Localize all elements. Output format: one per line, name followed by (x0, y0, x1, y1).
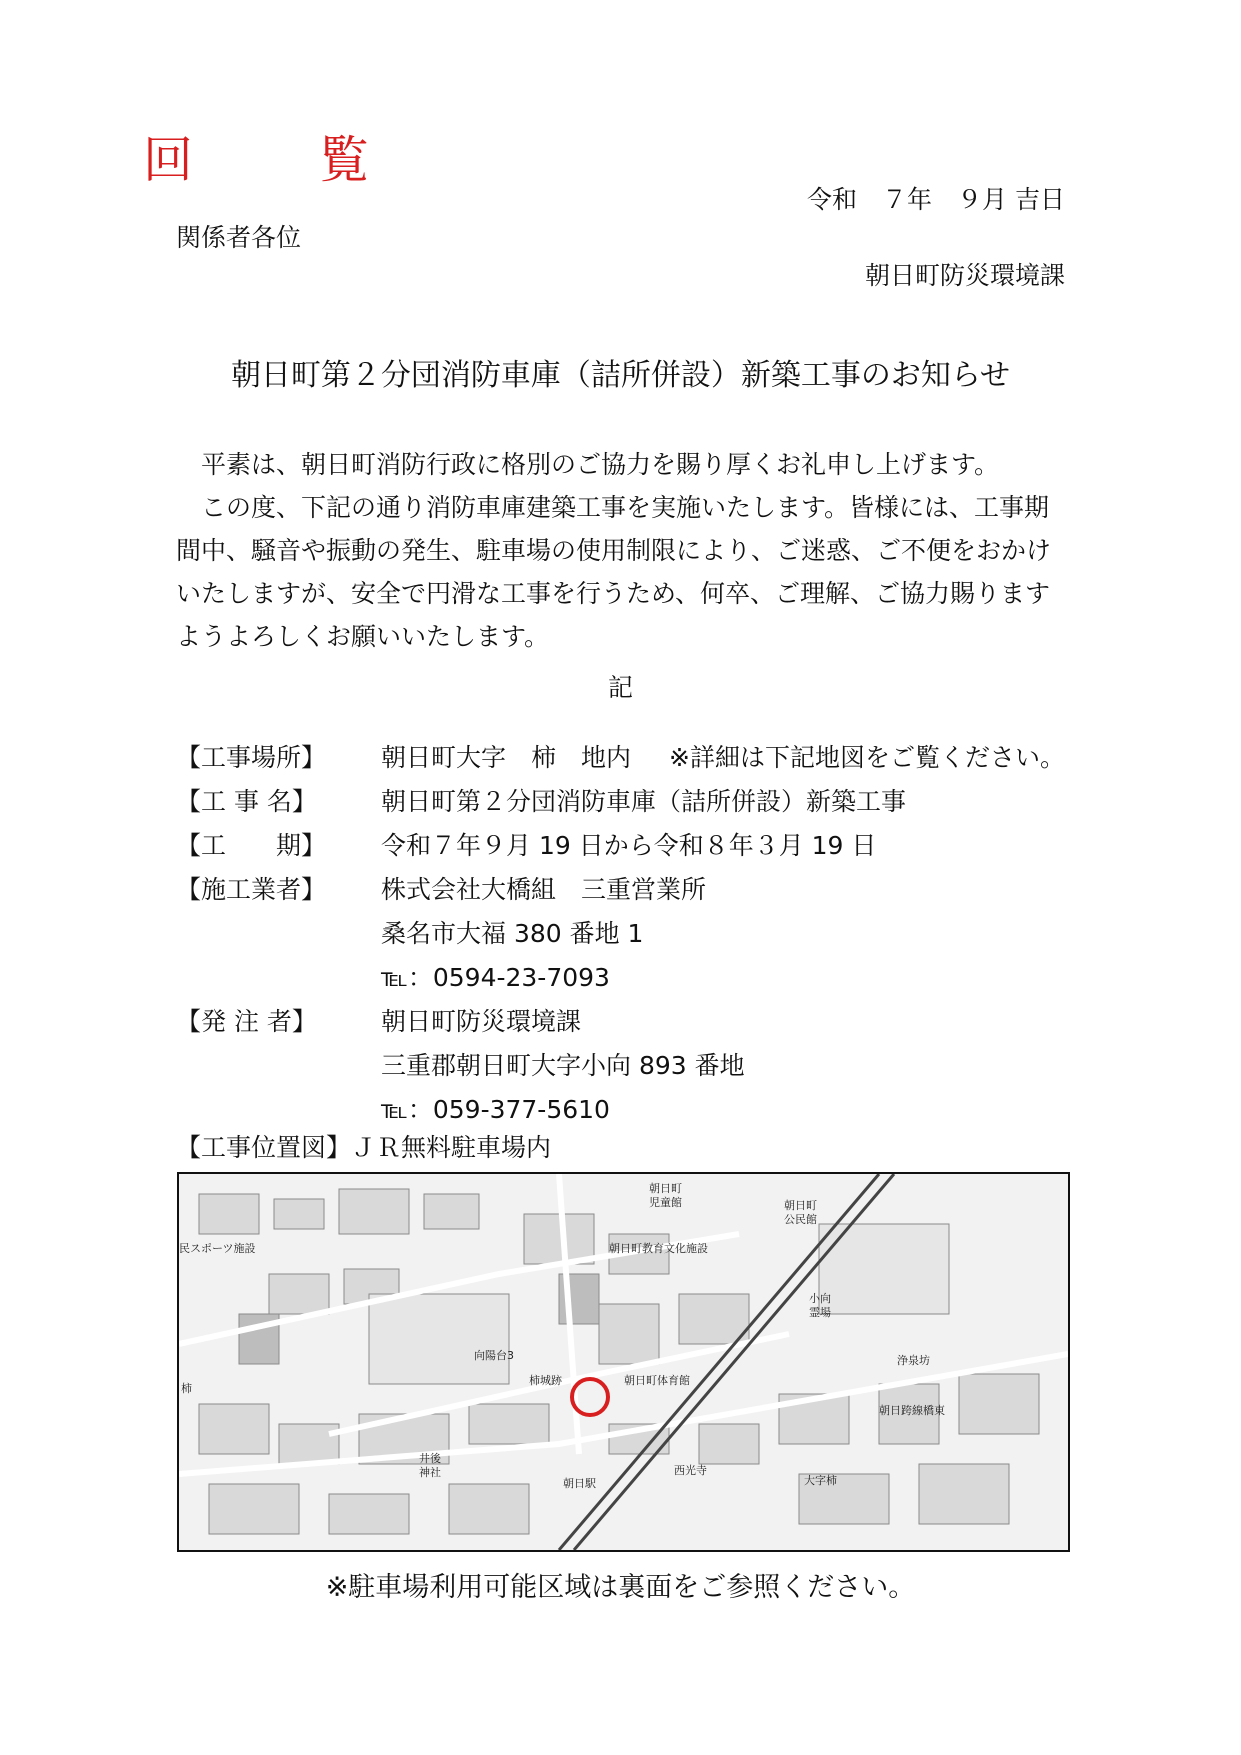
body-text (176, 443, 1069, 658)
map-place-jidokan: 朝日町 (649, 1182, 682, 1195)
client-label: 【発 注 者】 (176, 1007, 317, 1036)
map-place-igo: 井後 (419, 1452, 441, 1465)
map-place-oaza-kaki: 大字柿 (804, 1474, 837, 1487)
period-label: 【工 期】 (176, 831, 327, 860)
map-place-kominkan: 朝日町 (784, 1199, 817, 1212)
location-value: 朝日町大字 柿 地内 (381, 743, 632, 772)
client-name: 朝日町防災環境課 (381, 1007, 582, 1036)
contractor-label: 【施工業者】 (176, 875, 327, 904)
map-place-komukai: 小向 (809, 1292, 831, 1305)
location-label: 【工事場所】 (176, 743, 327, 772)
map-place-mukoyodai: 向陽台3 (474, 1349, 514, 1362)
circulation-stamp: 回 覧 (143, 131, 407, 189)
svg-text:霊場: 霊場 (809, 1306, 831, 1319)
body-paragraph-2: この度、下記の通り消防車庫建築工事を実施いたします。皆様には、工事期間中、騒音や振動の発生、駐車場の使用制限により、ご迷惑、ご不便をおかけいたしますが、安全で円滑な工事を行うため、何卒、ご理解、ご協力賜りますようよろしくお願いいたします。 (176, 493, 1052, 651)
document-title: 朝日町第２分団消防車庫（詰所併設）新築工事のお知らせ (230, 358, 1011, 393)
map-place-kyoiku: 朝日町教育文化施設 (609, 1242, 708, 1255)
svg-text:公民館: 公民館 (784, 1213, 817, 1226)
map-place-josenbo: 浄泉坊 (897, 1354, 930, 1367)
site-location-map (177, 1172, 1070, 1552)
svg-text:神社: 神社 (419, 1466, 441, 1479)
ki-heading: 記 (607, 673, 633, 702)
work-name-value: 朝日町第２分団消防車庫（詰所併設）新築工事 (381, 787, 907, 816)
contractor-name: 株式会社大橋組 三重営業所 (381, 875, 707, 904)
map-place-station-east: 朝日跨線橋東 (879, 1404, 945, 1417)
client-address: 三重郡朝日町大字小向 893 番地 (381, 1051, 745, 1080)
map-place-sports: 民スポーツ施設 (179, 1242, 256, 1255)
work-name-label: 【工 事 名】 (176, 787, 317, 816)
sender: 朝日町防災環境課 (864, 261, 1065, 290)
document-date: 令和 ７年 ９月 吉日 (807, 185, 1065, 214)
contractor-tel: ℡：0594-23-7093 (381, 963, 610, 992)
map-place-kakijoseki: 柿城跡 (529, 1374, 562, 1387)
addressee: 関係者各位 (176, 223, 302, 252)
map-place-kaki: 柿 (181, 1382, 192, 1395)
svg-text:児童館: 児童館 (649, 1196, 682, 1209)
period-value: 令和７年９月 19 日から令和８年３月 19 日 (381, 831, 877, 860)
contractor-address: 桑名市大福 380 番地 1 (381, 919, 644, 948)
map-place-asahi-eki: 朝日駅 (563, 1477, 596, 1490)
map-label: 【工事位置図】ＪＲ無料駐車場内 (176, 1133, 552, 1162)
map-place-saikoji: 西光寺 (674, 1464, 707, 1477)
client-tel: ℡：059-377-5610 (381, 1095, 610, 1124)
body-paragraph-1: 平素は、朝日町消防行政に格別のご協力を賜り厚くお礼申し上げます。 (201, 450, 1000, 479)
map-drawing (179, 1174, 1068, 1550)
footnote: ※駐車場利用可能区域は裏面をご参照ください。 (325, 1572, 916, 1603)
location-note: ※詳細は下記地図をご覧ください。 (669, 743, 1065, 772)
map-place-taiikukan: 朝日町体育館 (624, 1374, 690, 1387)
